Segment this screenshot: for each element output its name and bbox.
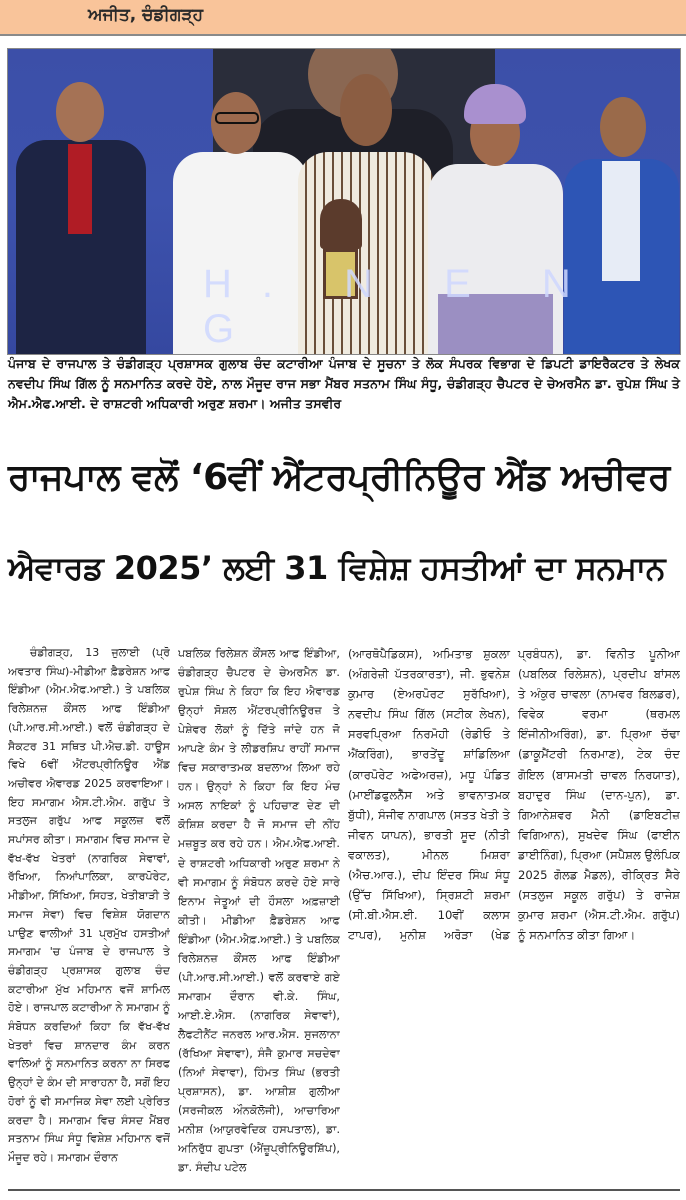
article-column-2: ਪਬਲਿਕ ਰਿਲੇਸ਼ਨ ਕੌਂਸਲ ਆਫ ਇੰਡੀਆ, ਚੰਡੀਗੜ੍ਹ ਚੈਪਟਰ ਦੇ ਚੇਅਰਮੈਨ ਡਾ. ਰੁਪੇਸ਼ ਸਿੰਘ ਨੇ ਕਿਹਾ ਕਿ ਇਹ ਐਵਾਰਡ ਉਨ੍ਹਾਂ ਸੋਸ਼ਲ ਐਂਟਰਪ੍ਰੀਨਿਊਰਜ਼ ਤੇ ਪੇਸ਼ੇਵਰ ਲੋਕਾਂ ਨੂੰ ਦਿੱਤੇ ਜਾਂਦੇ ਹਨ ਜੋ ਆਪਣੇ ਕੰਮ ਤੇ ਲੀਡਰਸ਼ਿਪ ਰਾਹੀਂ ਸਮਾਜ ਵਿਚ ਸਕਾਰਾਤਮਕ ਬਦਲਾਅ ਲਿਆ ਰਹੇ ਹਨ। ਉਨ੍ਹਾਂ ਨੇ ਕਿਹਾ ਕਿ ਇਹ ਮੰਚ ਅਸਲ ਨਾਇਕਾਂ ਨੂੰ ਪਹਿਚਾਣ ਦੇਣ ਦੀ ਕੋਸ਼ਿਸ਼ ਕਰਦਾ ਹੈ ਜੋ ਸਮਾਜ ਦੀ ਨੀਂਹ ਮਜ਼ਬੂਤ ਕਰ ਰਹੇ ਹਨ। ਐਮ.ਐਫ.ਆਈ. ਦੇ ਰਾਸ਼ਟਰੀ ਅਧਿਕਾਰੀ ਅਰੁਣ ਸ਼ਰਮਾ ਨੇ ਵੀ ਸਮਾਗਮ ਨੂੰ ਸੰਬੋਧਨ ਕਰਦੇ ਹੋਏ ਸਾਰੇ ਇਨਾਮ ਜੇਤੂਆਂ ਦੀ ਹੌਸਲਾ ਅਫ਼ਜ਼ਾਈ ਕੀਤੀ। ਮੀਡੀਆ ਫ਼ੈਡਰੇਸ਼ਨ ਆਫ ਇੰਡੀਆ (ਐਮ.ਐਫ਼.ਆਈ.) ਤੇ ਪਬਲਿਕ ਰਿਲੇਸ਼ਨਜ਼ ਕੌਂਸਲ ਆਫ ਇੰਡੀਆ (ਪੀ.ਆਰ.ਸੀ.ਆਈ.) ਵਲੋਂ ਕਰਵਾਏ ਗਏ ਸਮਾਗਮ ਦੌਰਾਨ ਵੀ.ਕੇ. ਸਿੰਘ, ਆਈ.ਏ.ਐਸ. (ਨਾਗਰਿਕ ਸੇਵਾਵਾਂ), ਲੈਫਟੀਨੈਂਟ ਜਨਰਲ ਆਰ.ਐਸ. ਸੁਜਲਾਨਾ (ਰੱਖਿਆ ਸੇਵਾਵਾ), ਸੰਜੈ ਕੁਮਾਰ ਸਚਦੇਵਾ (ਨਿਆਂ ਸੇਵਾਵਾ), ਹਿੰਮਤ ਸਿੰਘ (ਭਰਤੀ ਪ੍ਰਸ਼ਾਸਨ), ਡਾ. ਆਸ਼ੀਸ਼ ਗੁਲੀਆ (ਸਰਜੀਕਲ ਔਨਕੋਲੋਜੀ), ਆਚਾਰਿਆ ਮਨੀਸ਼ (ਆਯੁਰਵੇਦਿਕ ਹਸਪਤਾਲ), ਡਾ. ਅਨਿਰੁੱਧ ਗੁਪਤਾ (ਐਂਜ਼ੂਪ੍ਰੀਨਿਊਰਸ਼ਿੱਪ), ਡਾ. ਸੰਦੀਪ ਪਟੇਲ [178, 647, 340, 1175]
article-column-3: (ਆਰਥੋਪੈਡਿਕਸ), ਅਮਿਤਾਭ ਸ਼ੁਕਲਾ (ਅੰਗਰੇਜ਼ੀ ਪੱਤਰਕਾਰਤਾ), ਜੀ. ਭੁਵਨੇਸ਼ ਕੁਮਾਰ (ਏਅਰਪੋਰਟ ਸੁਰੱਖਿਆ), ਨਵਦੀਪ ਸਿੰਘ ਗਿੱਲ (ਸਟੀਕ ਲੇਖਨ), ਸਰਵਪ੍ਰਿਆ ਨਿਰਮੋਹੀ (ਰੇਡੀਓ ਤੇ ਐਂਕਰਿੰਗ), ਭਾਰਤੇਂਦੂ ਸ਼ਾਂਡਿਲਿਆ (ਕਾਰਪੋਰੇਟ ਅਫੇਅਰਜ਼), ਮਧੂ ਪੰਡਿਤ (ਮਾਈਂਡਫੁਲਨੈੱਸ ਅਤੇ ਭਾਵਨਾਤਮਕ ਬੁੱਧੀ), ਸੰਜੀਵ ਨਾਗਪਾਲ (ਸਤਤ ਖੇਤੀ ਤੇ ਜੀਵਨ ਯਾਪਨ), ਭਾਰਤੀ ਸੂਦ (ਨੀਤੀ ਵਕਾਲਤ), ਮੀਨਲ ਮਿਸ਼ਰਾ (ਐਚ.ਆਰ.), ਦੀਪ ਇੰਦਰ ਸਿੰਘ ਸੰਧੂ (ਉੱਚ ਸਿੱਖਿਆ), ਸ੍ਰਿਸ਼ਟੀ ਸ਼ਰਮਾ (ਸੀ.ਬੀ.ਐਸ.ਈ. 10ਵੀਂ ਕਲਾਸ ਟਾਪਰ), ਮੁਨੀਸ਼ ਅਰੋੜਾ (ਖੇਡ ਪ੍ਰਬੰਧਨ), ਡਾ. ਵਿਨੀਤ ਪੂਨੀਆ (ਪਬਲਿਕ ਰਿਲੇਸ਼ਨ), ਪ੍ਰਦੀਪ ਬਾਂਸਲ ਤੇ ਅੰਕੁਰ ਚਾਵਲਾ (ਨਾਮਵਰ ਬਿਲਡਰ), ਵਿਵੇਕ ਵਰਮਾ (ਥਰਮਲ ਇੰਜੀਨੀਅਰਿੰਗ), ਡਾ. ਪ੍ਰਿਆ ਚੱਢਾ (ਡਾਕੂਮੈਂਟਰੀ ਨਿਰਮਾਣ), ਟੇਕ ਚੰਦ ਗੋਇਲ (ਬਾਸਮਤੀ ਚਾਵਲ ਨਿਰਯਾਤ), ਬਹਾਦੁਰ ਸਿੰਘ (ਦਾਨ-ਪੁਨ), ਡਾ. ਗਿਆਨੇਸ਼ਵਰ ਮੈਨੀ (ਡਾਇਬਟੀਜ਼ ਵਿਗਿਆਨ), ਸੁਖਦੇਵ ਸਿੰਘ (ਫਾਈਨ ਡਾਈਨਿੰਗ), ਪ੍ਰਿਆ (ਸਪੈਸ਼ਲ ਉਲੰਪਿਕ 2025 ਗੋਲਡ ਮੈਡਲ), ਰੀਕ੍ਰਿਤ ਸੈਰੇ (ਸਤਲੁਜ ਸਕੂਲ ਗਰੁੱਪ) ਤੇ ਰਾਜੇਸ਼ ਕੁਮਾਰ ਸ਼ਰਮਾ (ਐਸ.ਟੀ.ਐਮ. ਗਰੁੱਪ) ਨੂੰ ਸਨਮਾਨਿਤ ਕੀਤਾ ਗਿਆ। [348, 647, 680, 943]
article-column-1: ਚੰਡੀਗੜ੍ਹ, 13 ਜੁਲਾਈ (ਪ੍ਰੋ ਅਵਤਾਰ ਸਿੰਘ)-ਮੀਡੀਆ ਫ਼ੈਡਰੇਸ਼ਨ ਆਫ ਇੰਡੀਆ (ਐਮ.ਐਫ.ਆਈ.) ਤੇ ਪਬਲਿਕ ਰਿਲੇਸ਼ਨਜ਼ ਕੌਂਸਲ ਆਫ ਇੰਡੀਆ (ਪੀ.ਆਰ.ਸੀ.ਆਈ.) ਵਲੋਂ ਚੰਡੀਗੜ੍ਹ ਦੇ ਸੈਕਟਰ 31 ਸਥਿਤ ਪੀ.ਐਚ.ਡੀ. ਹਾਊਸ ਵਿਖੇ 6ਵੀਂ ਐਂਟਰਪ੍ਰੀਨਿਊਰ ਐਂਡ ਅਚੀਵਰ ਐਵਾਰਡ 2025 ਕਰਵਾਇਆ। ਇਹ ਸਮਾਗਮ ਐਸ.ਟੀ.ਐਮ. ਗਰੁੱਪ ਤੇ ਸਤਲੁਜ ਗਰੁੱਪ ਆਫ ਸਕੂਲਜ਼ ਵਲੋਂ ਸਪਾਂਸਰ ਕੀਤਾ। ਸਮਾਗਮ ਵਿਚ ਸਮਾਜ ਦੇ ਵੱਖ-ਵੱਖ ਖੇਤਰਾਂ (ਨਾਗਰਿਕ ਸੇਵਾਵਾਂ, ਰੱਖਿਆ, ਨਿਆਂਪਾਲਿਕਾ, ਕਾਰਪੋਰੇਟ, ਮੀਡੀਆ, ਸਿੱਖਿਆ, ਸਿਹਤ, ਖੇਤੀਬਾੜੀ ਤੇ ਸਮਾਜ ਸੇਵਾ) ਵਿਚ ਵਿਸ਼ੇਸ਼ ਯੋਗਦਾਨ ਪਾਉਣ ਵਾਲੀਆਂ 31 ਪ੍ਰਮੁੱਖ ਹਸਤੀਆਂ ਸਮਾਗਮ 'ਚ ਪੰਜਾਬ ਦੇ ਰਾਜਪਾਲ ਤੇ ਚੰਡੀਗੜ੍ਹ ਪ੍ਰਸ਼ਾਸਕ ਗੁਲਾਬ ਚੰਦ ਕਟਾਰੀਆ ਮੁੱਖ ਮਹਿਮਾਨ ਵਜੋਂ ਸ਼ਾਮਿਲ ਹੋਏ। ਰਾਜਪਾਲ ਕਟਾਰੀਆ ਨੇ ਸਮਾਗਮ ਨੂੰ ਸੰਬੋਧਨ ਕਰਦਿਆਂ ਕਿਹਾ ਕਿ ਵੱਖ-ਵੱਖ ਖੇਤਰਾਂ ਵਿਚ ਸ਼ਾਨਦਾਰ ਕੰਮ ਕਰਨ ਵਾਲਿਆਂ ਨੂੰ ਸਨਮਾਨਿਤ ਕਰਨਾ ਨਾ ਸਿਰਫ ਉਨ੍ਹਾਂ ਦੇ ਕੰਮ ਦੀ ਸਾਰਾਹਨਾ ਹੈ, ਸਗੋਂ ਇਹ ਹੋਰਾਂ ਨੂੰ ਵੀ ਸਮਾਜਿਕ ਸੇਵਾ ਲਈ ਪ੍ਰੇਰਿਤ ਕਰਦਾ ਹੈ। ਸਮਾਗਮ ਵਿਚ ਸੰਸਦ ਮੈਂਬਰ ਸਤਨਾਮ ਸਿੰਘ ਸੰਧੂ ਵਿਸ਼ੇਸ਼ ਮਹਿਮਾਨ ਵਜੋਂ ਮੌਜੂਦ ਰਹੇ। ਸਮਾਗਮ ਦੌਰਾਨ [8, 646, 170, 1164]
person-1 [16, 82, 146, 354]
headline-line-1: ਰਾਜਪਾਲ ਵਲੋਂ ‘6ਵੀਂ ਐਂਟਰਪ੍ਰੀਨਿਊਰ ਐਂਡ ਅਚੀਵਰ [8, 457, 670, 498]
stage-banner-text: H. N E N G [203, 262, 601, 351]
news-photo [7, 48, 681, 355]
headline-line-2: ਐਵਾਰਡ 2025’ ਲਈ 31 ਵਿਸ਼ੇਸ਼ ਹਸਤੀਆਂ ਦਾ ਸਨਮਾਨ [8, 549, 666, 587]
masthead [0, 0, 686, 36]
photo-caption: ਪੰਜਾਬ ਦੇ ਰਾਜਪਾਲ ਤੇ ਚੰਡੀਗੜ੍ਹ ਪ੍ਰਸ਼ਾਸਕ ਗੁਲਾਬ ਚੰਦ ਕਟਾਰੀਆ ਪੰਜਾਬ ਦੇ ਸੂਚਨਾ ਤੇ ਲੋਕ ਸੰਪਰਕ ਵਿਭਾਗ ਦੇ ਡਿਪਟੀ ਡਾਇਰੈਕਟਰ ਤੇ ਲੇਖਕ ਨਵਦੀਪ ਸਿੰਘ ਗਿੱਲ ਨੂੰ ਸਨਮਾਨਿਤ ਕਰਦੇ ਹੋਏ, ਨਾਲ ਮੌਜੂਦ ਰਾਜ ਸਭਾ ਮੈਂਬਰ ਸਤਨਾਮ ਸਿੰਘ ਸੰਧੂ, ਚੰਡੀਗੜ੍ਹ ਚੈਪਟਰ ਦੇ ਚੇਅਰਮੈਨ ਡਾ. ਰੁਪੇਸ਼ ਸਿੰਘ ਤੇ ਐਮ.ਐਫ.ਆਈ. ਦੇ ਰਾਸ਼ਟਰੀ ਅਧਿਕਾਰੀ ਅਰੁਣ ਸ਼ਰਮਾ। ਅਜੀਤ ਤਸਵੀਰ [8, 356, 680, 411]
masthead-title: ਅਜੀਤ, ਚੰਡੀਗੜ੍ਹ [88, 5, 204, 25]
bottom-rule [8, 1189, 680, 1191]
